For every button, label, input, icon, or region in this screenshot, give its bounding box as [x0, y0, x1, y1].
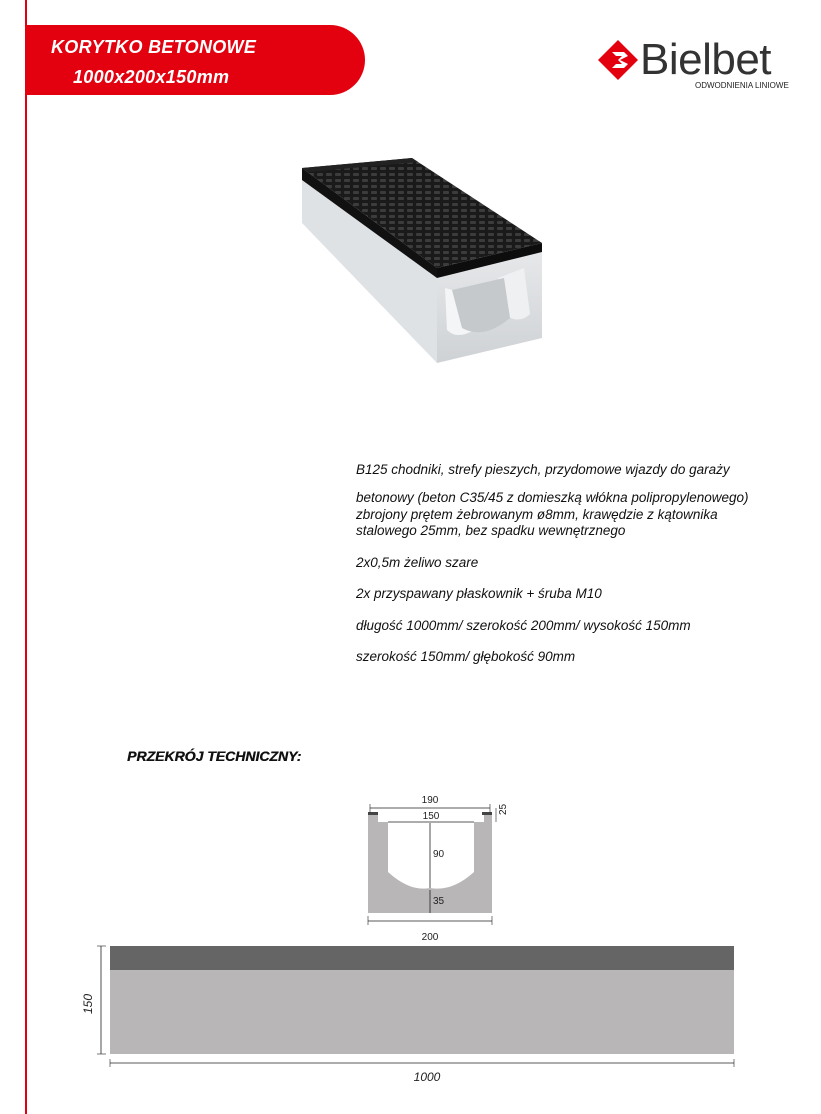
logo-name: Bielbet	[640, 35, 772, 84]
cross-section-left-edge	[368, 812, 378, 815]
dim-200-label: 200	[421, 932, 439, 943]
dim-90-label: 90	[433, 849, 445, 860]
side-dim-1000-label: 1000	[413, 1070, 441, 1084]
title-line-2: 1000x200x150mm	[73, 67, 230, 87]
spec-value-mounting: 2x przyspawany płaskownik + śruba M10	[356, 586, 602, 601]
side-view-body	[110, 970, 734, 1054]
logo-subtitle: ODWODNIENIA LINIOWE	[695, 81, 789, 90]
title-line-1: KORYTKO BETONOWE	[51, 37, 257, 57]
section-title-technical-cross-section: PRZEKRÓJ TECHNICZNY:	[127, 748, 302, 764]
spec-value-channel-description-2: zbrojony prętem żebrowanym ø8mm, krawędzie z kątownika	[356, 507, 718, 522]
dim-190-label: 190	[421, 795, 439, 806]
dim-150-label: 150	[422, 811, 440, 822]
spec-value-load-class: B125 chodniki, strefy pieszych, przydomowe wjazdy do garaży	[356, 462, 730, 477]
side-dim-150-label: 150	[81, 993, 95, 1015]
dim-25-label: 25	[498, 803, 509, 815]
spec-value-channel-description-3: stalowego 25mm, bez spadku wewnętrznego	[356, 523, 626, 538]
spec-value-inner-dimensions: szerokość 150mm/ głębokość 90mm	[356, 649, 576, 664]
spec-value-channel-description-1: betonowy (beton C35/45 z domieszką włókna polipropylenowego)	[356, 490, 749, 505]
spec-value-cover: 2x0,5m żeliwo szare	[356, 555, 479, 570]
spec-value-outer-dimensions: długość 1000mm/ szerokość 200mm/ wysokość 150mm	[356, 618, 691, 633]
side-view-grate	[110, 946, 734, 970]
dim-35-label: 35	[433, 896, 445, 907]
cross-section-right-edge	[482, 812, 492, 815]
